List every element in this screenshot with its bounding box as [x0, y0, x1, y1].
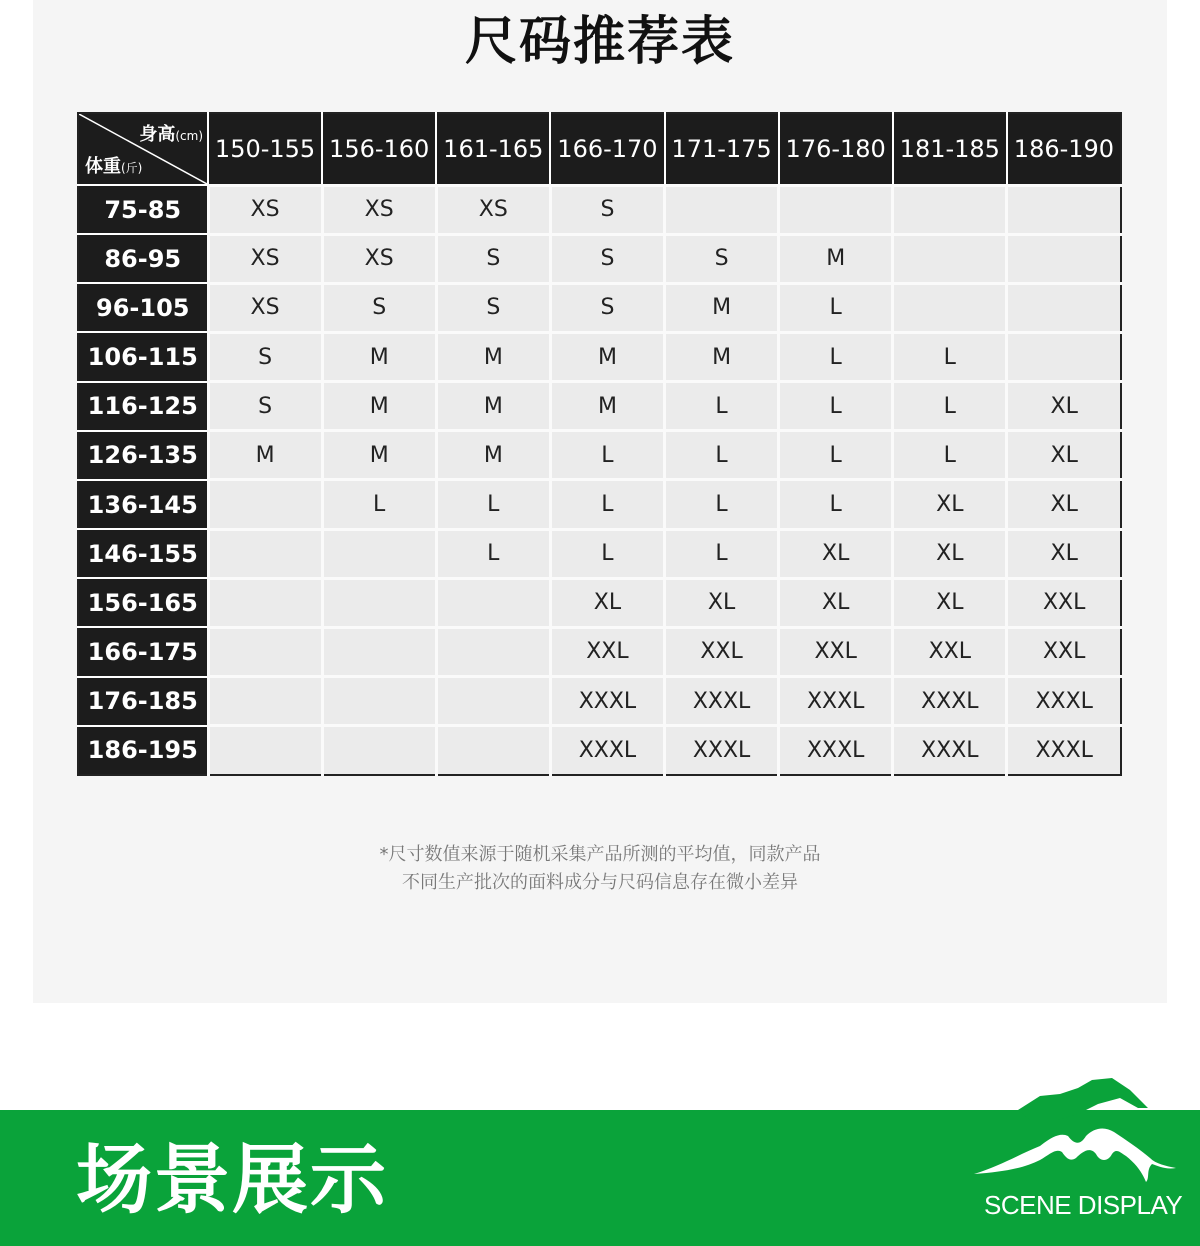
- size-cell: M: [208, 431, 322, 480]
- size-cell: M: [665, 283, 779, 332]
- footnote-line-2: 不同生产批次的面料成分与尺码信息存在微小差异: [402, 872, 798, 893]
- table-row: [78, 726, 1121, 775]
- table-row: [78, 332, 1121, 381]
- height-column-header: 156-160: [322, 113, 436, 185]
- size-cell: XL: [665, 578, 779, 627]
- size-cell: [322, 726, 436, 775]
- size-cell: XXXL: [665, 726, 779, 775]
- height-column-header: 181-185: [893, 113, 1007, 185]
- size-cell: [665, 185, 779, 234]
- size-cell: L: [893, 332, 1007, 381]
- table-row: [78, 185, 1121, 234]
- size-cell: [208, 529, 322, 578]
- size-cell: [322, 627, 436, 676]
- size-cell: L: [779, 431, 893, 480]
- size-cell: L: [665, 382, 779, 431]
- size-cell: M: [665, 332, 779, 381]
- size-cell: [1007, 332, 1121, 381]
- mountain-icon: [970, 1074, 1180, 1184]
- weight-row-header: 86-95: [78, 234, 208, 283]
- size-cell: XL: [779, 578, 893, 627]
- size-cell: L: [779, 382, 893, 431]
- footnote-line-1: *尺寸数值来源于随机采集产品所测的平均值，同款产品: [379, 844, 821, 865]
- size-cell: XL: [893, 529, 1007, 578]
- size-cell: L: [550, 431, 664, 480]
- table-row: [78, 578, 1121, 627]
- size-cell: [1007, 283, 1121, 332]
- weight-row-header: 186-195: [78, 726, 208, 775]
- weight-row-header: 75-85: [78, 185, 208, 234]
- size-cell: [436, 627, 550, 676]
- weight-row-header: 106-115: [78, 332, 208, 381]
- page-title: 尺码推荐表: [464, 12, 735, 72]
- size-cell: XL: [893, 480, 1007, 529]
- size-cell: L: [436, 529, 550, 578]
- size-cell: [208, 677, 322, 726]
- size-cell: XL: [1007, 382, 1121, 431]
- size-cell: XXL: [779, 627, 893, 676]
- size-cell: L: [665, 529, 779, 578]
- table-row: [78, 677, 1121, 726]
- size-cell: [893, 185, 1007, 234]
- weight-row-header: 126-135: [78, 431, 208, 480]
- size-cell: XL: [1007, 529, 1121, 578]
- table-row: [78, 283, 1121, 332]
- table-row: [78, 382, 1121, 431]
- size-cell: XXXL: [893, 677, 1007, 726]
- size-cell: S: [550, 185, 664, 234]
- size-cell: S: [436, 234, 550, 283]
- size-cell: S: [436, 283, 550, 332]
- height-column-header: 186-190: [1007, 113, 1121, 185]
- size-cell: XS: [322, 234, 436, 283]
- table-row: [78, 480, 1121, 529]
- size-cell: S: [208, 382, 322, 431]
- size-cell: M: [322, 431, 436, 480]
- size-cell: [436, 677, 550, 726]
- size-cell: S: [665, 234, 779, 283]
- size-cell: L: [436, 480, 550, 529]
- banner-title: 场景展示: [76, 1135, 388, 1224]
- size-cell: L: [779, 283, 893, 332]
- size-cell: L: [550, 529, 664, 578]
- size-cell: XXXL: [550, 677, 664, 726]
- size-cell: XXL: [550, 627, 664, 676]
- size-cell: [1007, 185, 1121, 234]
- size-cell: L: [893, 431, 1007, 480]
- size-cell: XXXL: [665, 677, 779, 726]
- size-cell: [436, 578, 550, 627]
- size-cell: XS: [322, 185, 436, 234]
- height-column-header: 161-165: [436, 113, 550, 185]
- size-cell: S: [208, 332, 322, 381]
- height-column-header: 166-170: [550, 113, 664, 185]
- weight-row-header: 136-145: [78, 480, 208, 529]
- size-cell: S: [550, 234, 664, 283]
- size-cell: [893, 283, 1007, 332]
- size-cell: M: [436, 382, 550, 431]
- size-cell: S: [550, 283, 664, 332]
- banner-subtitle: SCENE DISPLAY: [984, 1190, 1183, 1220]
- size-cell: XXXL: [550, 726, 664, 775]
- height-column-header: 176-180: [779, 113, 893, 185]
- size-cell: XXL: [893, 627, 1007, 676]
- table-header-row: [78, 113, 1121, 185]
- height-column-header: 171-175: [665, 113, 779, 185]
- size-cell: XL: [1007, 431, 1121, 480]
- size-cell: L: [779, 332, 893, 381]
- size-cell: XXXL: [1007, 726, 1121, 775]
- size-cell: M: [436, 332, 550, 381]
- size-cell: L: [322, 480, 436, 529]
- size-cell: M: [550, 332, 664, 381]
- size-cell: [208, 726, 322, 775]
- size-cell: XL: [1007, 480, 1121, 529]
- size-cell: XXXL: [1007, 677, 1121, 726]
- table-row: [78, 627, 1121, 676]
- size-cell: [322, 578, 436, 627]
- size-cell: XL: [550, 578, 664, 627]
- size-cell: XXXL: [779, 726, 893, 775]
- size-cell: L: [550, 480, 664, 529]
- height-column-header: 150-155: [208, 113, 322, 185]
- size-cell: XS: [208, 283, 322, 332]
- table-row: [78, 234, 1121, 283]
- size-cell: L: [779, 480, 893, 529]
- size-cell: [779, 185, 893, 234]
- table-row: [78, 431, 1121, 480]
- size-cell: M: [322, 382, 436, 431]
- table-body: [78, 185, 1121, 775]
- size-cell: XXXL: [893, 726, 1007, 775]
- weight-row-header: 96-105: [78, 283, 208, 332]
- weight-axis-label: 体重(斤): [85, 156, 143, 177]
- size-chart-table: [77, 112, 1122, 776]
- weight-row-header: 116-125: [78, 382, 208, 431]
- table-row: [78, 529, 1121, 578]
- size-cell: M: [436, 431, 550, 480]
- size-cell: L: [665, 480, 779, 529]
- size-cell: XS: [208, 234, 322, 283]
- size-cell: M: [550, 382, 664, 431]
- table-corner-cell: [78, 113, 208, 185]
- size-cell: S: [322, 283, 436, 332]
- size-cell: [322, 677, 436, 726]
- size-cell: XXXL: [779, 677, 893, 726]
- size-cell: L: [665, 431, 779, 480]
- size-cell: XS: [436, 185, 550, 234]
- weight-row-header: 176-185: [78, 677, 208, 726]
- size-cell: XXL: [665, 627, 779, 676]
- size-cell: [208, 578, 322, 627]
- size-cell: XXL: [1007, 578, 1121, 627]
- size-cell: [322, 529, 436, 578]
- size-cell: M: [779, 234, 893, 283]
- size-cell: [208, 627, 322, 676]
- size-cell: L: [893, 382, 1007, 431]
- size-cell: [208, 480, 322, 529]
- size-cell: [893, 234, 1007, 283]
- weight-row-header: 166-175: [78, 627, 208, 676]
- height-axis-label: 身高(cm): [139, 124, 203, 145]
- size-cell: [1007, 234, 1121, 283]
- weight-row-header: 146-155: [78, 529, 208, 578]
- size-cell: XL: [779, 529, 893, 578]
- weight-row-header: 156-165: [78, 578, 208, 627]
- size-cell: XL: [893, 578, 1007, 627]
- size-cell: M: [322, 332, 436, 381]
- size-cell: XXL: [1007, 627, 1121, 676]
- size-cell: [436, 726, 550, 775]
- size-cell: XS: [208, 185, 322, 234]
